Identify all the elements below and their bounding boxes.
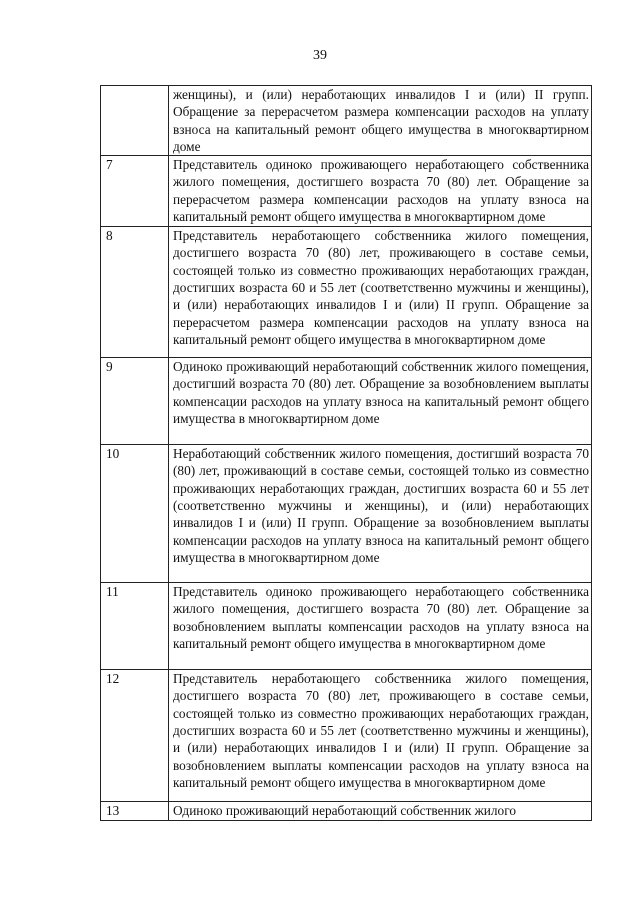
row-text: Неработающий собственник жилого помещения, достигший возраста 70 (80) лет, проживающий в составе семьи, состоящей только из совместно проживающих неработающих граждан, достигших возраста 60 и 55 лет (соответственно мужчины и женщины), и (или) неработающих инвалидов I и (или) II групп. Обращение за возобновлением выплаты компенсации расходов на уплату взноса на капитальный ремонт общего имущества в многоквартирном доме [169, 445, 592, 583]
table-row [101, 583, 592, 670]
row-number: 13 [101, 802, 169, 821]
row-text: Представитель одиноко проживающего неработающего собственника жилого помещения, достигшего возраста 70 (80) лет. Обращение за перерасчетом размера компенсации расходов на уплату взноса на капитальный ремонт общего имущества в многоквартирном доме [169, 156, 592, 227]
table-row [101, 670, 592, 802]
table-row [101, 358, 592, 445]
row-number: 10 [101, 445, 169, 583]
services-table [100, 85, 592, 821]
row-text: Одиноко проживающий неработающий собственник жилого помещения, достигший возраста 70 (80) лет. Обращение за возобновлением выплаты компенсации расходов на уплату взноса на капитальный ремонт общего имущества в многоквартирном доме [169, 358, 592, 445]
table-row [101, 227, 592, 358]
row-number: 8 [101, 227, 169, 358]
page-number: 39 [313, 48, 327, 63]
row-number: 11 [101, 583, 169, 670]
table-row [101, 445, 592, 583]
row-text: Одиноко проживающий неработающий собственник жилого [169, 802, 592, 821]
row-text: Представитель одиноко проживающего неработающего собственника жилого помещения, достигшего возраста 70 (80) лет. Обращение за возобновлением выплаты компенсации расходов на уплату взноса на капитальный ремонт общего имущества в многоквартирном доме [169, 583, 592, 670]
table-row [101, 802, 592, 821]
table-row [101, 156, 592, 227]
row-text: Представитель неработающего собственника жилого помещения, достигшего возраста 70 (80) лет, проживающего в составе семьи, состоящей только из совместно проживающих неработающих граждан, достигших возраста 60 и 55 лет (соответственно мужчины и женщины), и (или) неработающих инвалидов I и (или) II групп. Обращение за возобновлением выплаты компенсации расходов на уплату взноса на капитальный ремонт общего имущества в многоквартирном доме [169, 670, 592, 802]
row-text: Представитель неработающего собственника жилого помещения, достигшего возраста 70 (80) лет, проживающего в составе семьи, состоящей только из совместно проживающих неработающих граждан, достигших возраста 60 и 55 лет (соответственно мужчины и женщины), и (или) неработающих инвалидов I и (или) II групп. Обращение за перерасчетом размера компенсации расходов на уплату взноса на капитальный ремонт общего имущества в многоквартирном доме [169, 227, 592, 358]
row-number: 7 [101, 156, 169, 227]
row-number: 12 [101, 670, 169, 802]
row-text: женщины), и (или) неработающих инвалидов I и (или) II групп. Обращение за перерасчетом размера компенсации расходов на уплату взноса на капитальный ремонт общего имущества в многоквартирном доме [169, 86, 592, 156]
row-number [101, 86, 169, 156]
row-number: 9 [101, 358, 169, 445]
table-row [101, 86, 592, 156]
